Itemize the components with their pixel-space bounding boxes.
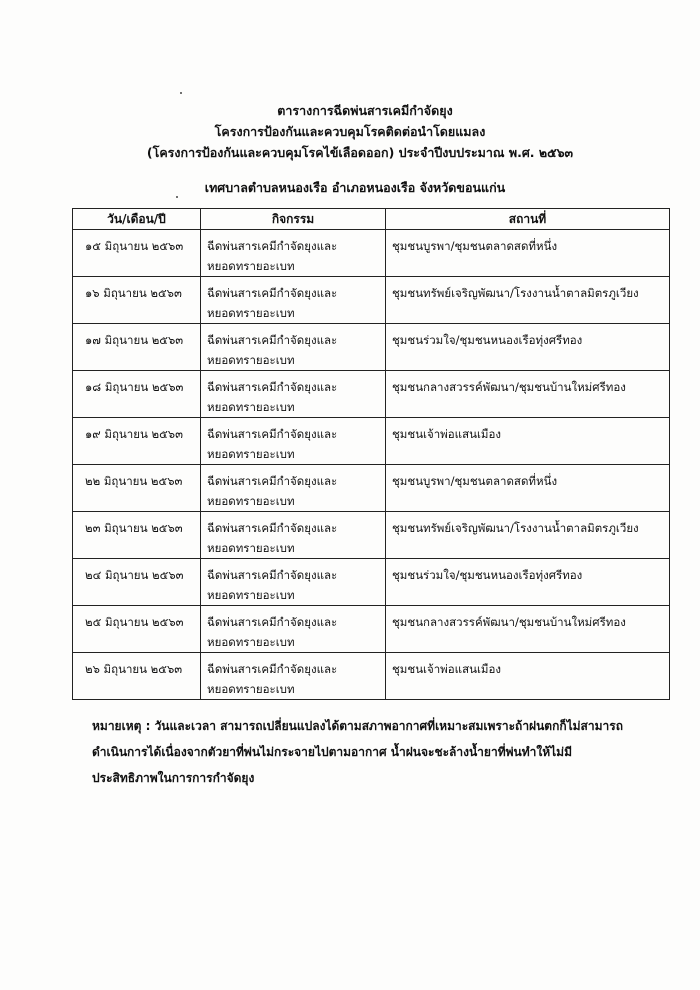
- schedule-rows: [73, 230, 670, 700]
- activity-line-2: หยอดทรายอะเบท: [207, 447, 295, 461]
- remark-line-1: วันและเวลา สามารถเปลี่ยนแปลงได้ตามสภาพอากาศที่เหมาะสมเพราะถ้าฝนตกก็ไม่สามารถ: [154, 719, 623, 733]
- activity-line-2: หยอดทรายอะเบท: [207, 541, 295, 555]
- cell-place: ชุมชนกลางสวรรค์พัฒนา/ชุมชนบ้านใหม่ศรีทอง: [386, 606, 670, 653]
- scan-speck: [180, 92, 182, 94]
- cell-date: ๒๖ มิถุนายน ๒๕๖๓: [73, 653, 201, 700]
- cell-place: ชุมชนร่วมใจ/ชุมชนหนองเรือทุ่งศรีทอง: [386, 559, 670, 606]
- activity-line-2: หยอดทรายอะเบท: [207, 259, 295, 273]
- cell-activity: [201, 512, 386, 559]
- cell-date: ๒๓ มิถุนายน ๒๕๖๓: [73, 512, 201, 559]
- column-header-activity: กิจกรรม: [201, 209, 386, 230]
- cell-activity: [201, 653, 386, 700]
- activity-line-2: หยอดทรายอะเบท: [207, 400, 295, 414]
- activity-line-1: ฉีดพ่นสารเคมีกำจัดยุงและ: [207, 521, 338, 535]
- cell-activity: [201, 324, 386, 371]
- cell-activity: [201, 230, 386, 277]
- table-row: [73, 277, 670, 324]
- table-row: [73, 230, 670, 277]
- activity-line-2: หยอดทรายอะเบท: [207, 353, 295, 367]
- activity-line-1: ฉีดพ่นสารเคมีกำจัดยุงและ: [207, 333, 338, 347]
- schedule-table: [72, 208, 670, 700]
- cell-activity: [201, 559, 386, 606]
- activity-line-1: ฉีดพ่นสารเคมีกำจัดยุงและ: [207, 474, 338, 488]
- cell-place: ชุมชนเจ้าพ่อแสนเมือง: [386, 653, 670, 700]
- header-title: ตารางการฉีดพ่นสารเคมีกำจัดยุง: [277, 103, 453, 118]
- table-row: [73, 653, 670, 700]
- header-organization: เทศบาลตำบลหนองเรือ อำเภอหนองเรือ จังหวัดขอนแก่น: [204, 180, 506, 195]
- column-header-date: วัน/เดือน/ปี: [73, 209, 201, 230]
- header-project: โครงการป้องกันและควบคุมโรคติดต่อนำโดยแมลง: [214, 124, 486, 139]
- activity-line-2: หยอดทรายอะเบท: [207, 682, 295, 696]
- cell-place: ชุมชนทรัพย์เจริญพัฒนา/โรงงานน้ำตาลมิตรภูเวียง: [386, 512, 670, 559]
- activity-line-1: ฉีดพ่นสารเคมีกำจัดยุงและ: [207, 286, 338, 300]
- table-header-row: [73, 209, 670, 230]
- cell-activity: [201, 465, 386, 512]
- cell-place: ชุมชนร่วมใจ/ชุมชนหนองเรือทุ่งศรีทอง: [386, 324, 670, 371]
- cell-date: ๒๒ มิถุนายน ๒๕๖๓: [73, 465, 201, 512]
- activity-line-2: หยอดทรายอะเบท: [207, 306, 295, 320]
- activity-line-2: หยอดทรายอะเบท: [207, 588, 295, 602]
- document-header: [0, 100, 700, 198]
- remark-line-3: ประสิทธิภาพในการการกำจัดยุง: [92, 771, 255, 785]
- cell-date: ๑๘ มิถุนายน ๒๕๖๓: [73, 371, 201, 418]
- remark-label: หมายเหตุ :: [92, 719, 151, 733]
- cell-place: ชุมชนเจ้าพ่อแสนเมือง: [386, 418, 670, 465]
- cell-place: ชุมชนทรัพย์เจริญพัฒนา/โรงงานน้ำตาลมิตรภูเวียง: [386, 277, 670, 324]
- activity-line-1: ฉีดพ่นสารเคมีกำจัดยุงและ: [207, 380, 338, 394]
- cell-activity: [201, 371, 386, 418]
- activity-line-1: ฉีดพ่นสารเคมีกำจัดยุงและ: [207, 239, 338, 253]
- activity-line-1: ฉีดพ่นสารเคมีกำจัดยุงและ: [207, 568, 338, 582]
- cell-date: ๒๕ มิถุนายน ๒๕๖๓: [73, 606, 201, 653]
- activity-line-1: ฉีดพ่นสารเคมีกำจัดยุงและ: [207, 427, 338, 441]
- activity-line-1: ฉีดพ่นสารเคมีกำจัดยุงและ: [207, 662, 338, 676]
- cell-activity: [201, 606, 386, 653]
- header-subproject: (โครงการป้องกันและควบคุมโรคไข้เลือดออก) ประจำปีงบประมาณ พ.ศ. ๒๕๖๓: [146, 145, 574, 160]
- table-row: [73, 418, 670, 465]
- table-row: [73, 559, 670, 606]
- table-row: [73, 371, 670, 418]
- cell-activity: [201, 277, 386, 324]
- cell-activity: [201, 418, 386, 465]
- cell-date: ๑๕ มิถุนายน ๒๕๖๓: [73, 230, 201, 277]
- cell-date: ๑๗ มิถุนายน ๒๕๖๓: [73, 324, 201, 371]
- cell-date: ๑๖ มิถุนายน ๒๕๖๓: [73, 277, 201, 324]
- cell-date: ๑๙ มิถุนายน ๒๕๖๓: [73, 418, 201, 465]
- table-row: [73, 512, 670, 559]
- activity-line-2: หยอดทรายอะเบท: [207, 494, 295, 508]
- cell-place: ชุมชนบูรพา/ชุมชนตลาดสดที่หนึ่ง: [386, 465, 670, 512]
- cell-date: ๒๔ มิถุนายน ๒๕๖๓: [73, 559, 201, 606]
- table-row: [73, 606, 670, 653]
- activity-line-1: ฉีดพ่นสารเคมีกำจัดยุงและ: [207, 615, 338, 629]
- remark-line-2: ดำเนินการได้เนื่องจากตัวยาที่พ่นไม่กระจายไปตามอากาศ น้ำฝนจะชะล้างน้ำยาที่พ่นทำให้ไม่มี: [92, 745, 572, 759]
- cell-place: ชุมชนกลางสวรรค์พัฒนา/ชุมชนบ้านใหม่ศรีทอง: [386, 371, 670, 418]
- table-row: [73, 324, 670, 371]
- table-row: [73, 465, 670, 512]
- remark-note: [92, 713, 672, 791]
- column-header-place: สถานที่: [386, 209, 670, 230]
- activity-line-2: หยอดทรายอะเบท: [207, 635, 295, 649]
- cell-place: ชุมชนบูรพา/ชุมชนตลาดสดที่หนึ่ง: [386, 230, 670, 277]
